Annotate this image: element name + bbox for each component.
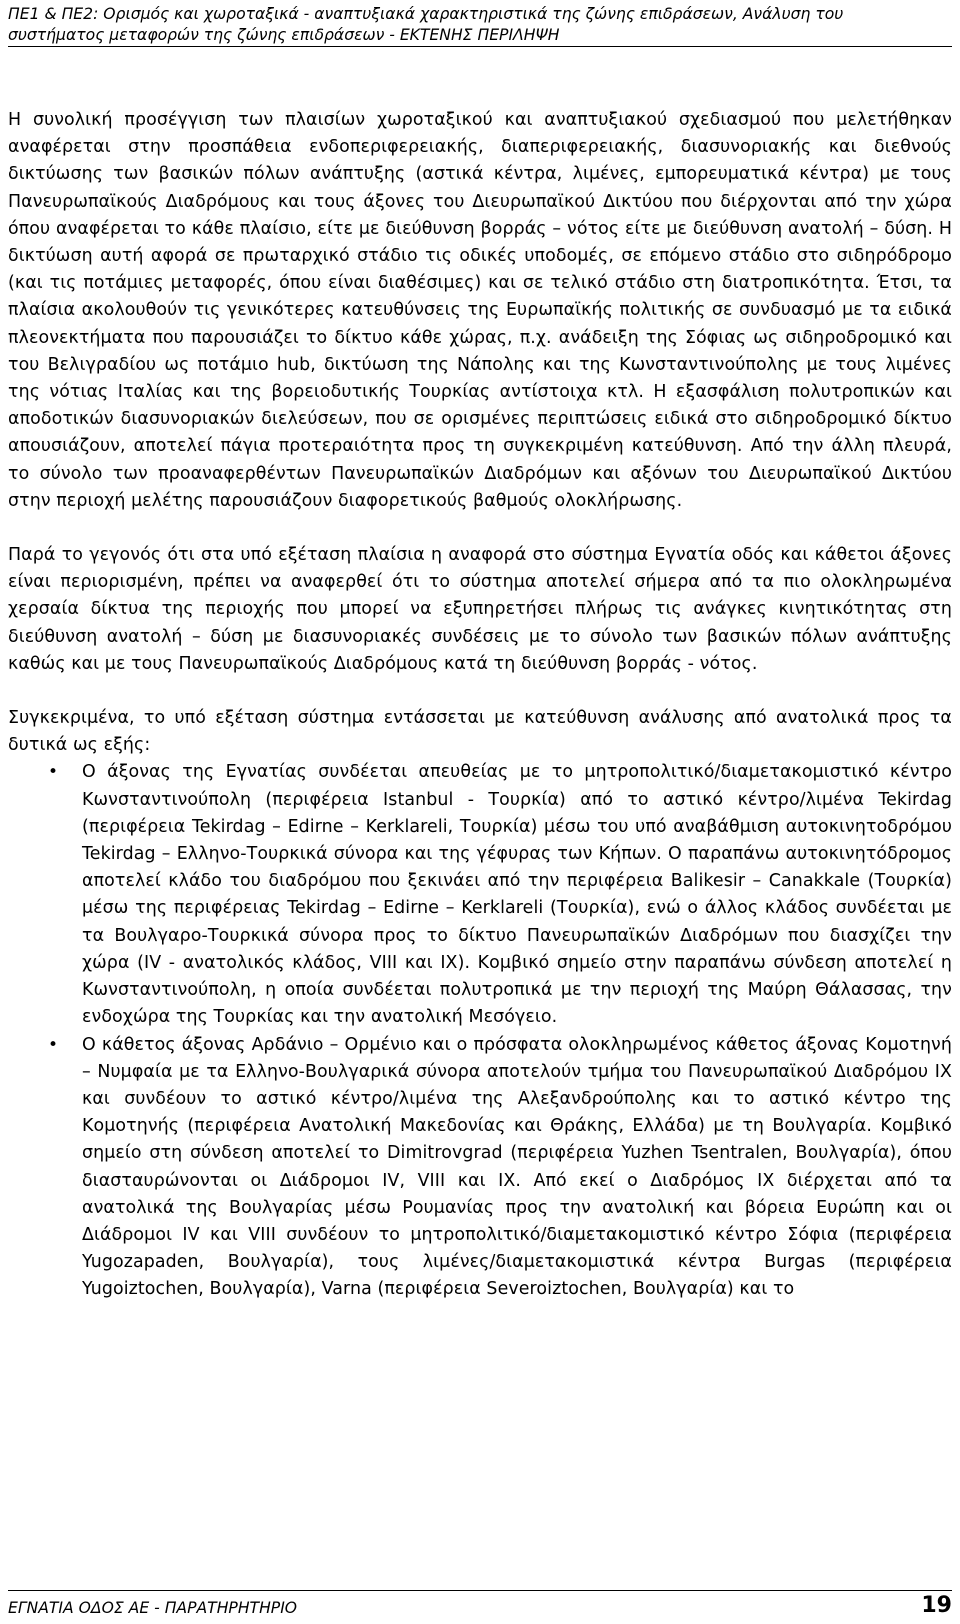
bullet-icon: • — [48, 1034, 59, 1055]
list-item — [8, 1032, 952, 1304]
header-line-1: ΠΕ1 & ΠΕ2: Ορισμός και χωροταξικά - αναπτυξιακά χαρακτηριστικά της ζώνης επιδράσεων, Ανάλυση του — [8, 5, 844, 23]
paragraph-2: Παρά το γεγονός ότι στα υπό εξέταση πλαίσια η αναφορά στο σύστημα Εγνατία οδός και κάθετοι άξονες είναι περιορισμένη, πρέπει να αναφερθεί ότι το σύστημα αποτελεί σήμερα από τα πιο ολοκληρωμένα χερσαία δίκτυα της περιοχής που μπορεί να εξυπηρετήσει πλήρως τις ανάγκες κινητικότητας στη διεύθυνση ανατολή – δύση με διασυνοριακές συνδέσεις με το σύνολο των βασικών πόλων ανάπτυξης καθώς και με τους Πανευρωπαϊκούς Διαδρόμους κατά τη διεύθυνση βορράς - νότος. — [8, 545, 952, 674]
list-intro: Συγκεκριμένα, το υπό εξέταση σύστημα εντάσσεται με κατεύθυνση ανάλυσης από ανατολικά προς τα δυτικά ως εξής: — [8, 708, 952, 756]
header-line-2: συστήματος μεταφορών της ζώνης επιδράσεων - ΕΚΤΕΝΗΣ ΠΕΡΙΛΗΨΗ — [8, 26, 560, 44]
page-header — [8, 4, 952, 46]
document-body — [8, 107, 952, 1304]
list-item — [8, 759, 952, 1031]
footer-organization: ΕΓΝΑΤΙΑ ΟΔΟΣ ΑΕ - ΠΑΡΑΤΗΡΗΤΗΡΙΟ — [8, 1599, 298, 1617]
list-item-text: Ο κάθετος άξονας Αρδάνιο – Ορμένιο και ο πρόσφατα ολοκληρωμένος κάθετος άξονας Κομοτηνή – Νυμφαία με τα Ελληνο-Βουλγαρικά σύνορα αποτελούν τμήμα του Πανευρωπαϊκού Διαδρόμου IX και συνδέουν το αστικό κέντρο/λιμένα της Αλεξανδρούπολης και το αστικό κέντρο της Κομοτηνής (περιφέρεια Ανατολική Μακεδονίας και Θράκης, Ελλάδα) με τη Βουλγαρία. Κομβικό σημείο στη σύνδεση αποτελεί το Dimitrovgrad (περιφέρεια Yuzhen Tsentralen, Βουλγαρία), όπου διασταυρώνονται οι Διάδρομοι IV, VIII και IX. Από εκεί ο Διαδρόμος IX διέρχεται από τα ανατολικά της Βουλγαρίας μέσω Ρουμανίας προς την ανατολική και βόρεια Ευρώπη και οι Διάδρομοι IV και VIII συνδέουν το μητροπολιτικό/διαμετακομιστικό κέντρο Σόφια (περιφέρεια Yugozapaden, Βουλγαρία), τους λιμένες/διαμετακομιστικά κέντρα Burgas (περιφέρεια Yugoiztochen, Βουλγαρία), Varna (περιφέρεια Severoiztochen, Βουλγαρία) και το — [82, 1034, 952, 1300]
bullet-list — [8, 759, 952, 1303]
bullet-icon: • — [48, 762, 59, 783]
paragraph-1: Η συνολική προσέγγιση των πλαισίων χωροταξικού και αναπτυξιακού σχεδιασμού που μελετήθηκαν αναφέρεται στην προσπάθεια ενδοπεριφερειακής, διαπεριφερειακής, διασυνοριακής και διεθνούς δικτύωσης των βασικών πόλων ανάπτυξης (αστικά κέντρα, λιμένες, εμπορευματικά κέντρα) με τους Πανευρωπαϊκούς Διαδρόμους και τους άξονες του Διευρωπαϊκού Δικτύου που διέρχονται από την χώρα όπου αναφέρεται το κάθε πλαίσιο, είτε με διεύθυνση βορράς – νότος είτε με διεύθυνση ανατολή – δύση. Η δικτύωση αυτή αφορά σε πρωταρχικό στάδιο τις οδικές υποδομές, σε επόμενο στάδιο στο σιδηρόδρομο (και τις ποτάμιες μεταφορές, όπου είναι διαθέσιμες) και σε τελικό στάδιο στη διατροπικότητα. Έτσι, τα πλαίσια ακολουθούν τις γενικότερες κατευθύνσεις της Ευρωπαϊκής πολιτικής σε συνδυασμό με τα ειδικά πλεονεκτήματα που παρουσιάζει το δίκτυο κάθε χώρας, π.χ. ανάδειξη της Σόφιας ως σιδηροδρομικό και του Βελιγραδίου ως ποτάμιο hub, δικτύωση της Νάπολης και της Κωνσταντινούπολης με τους λιμένες της νότιας Ιταλίας και της βορειοδυτικής Τουρκίας αντίστοιχα κτλ. Η εξασφάλιση πολυτροπικών και αποδοτικών διασυνοριακών διελεύσεων, που σε ορισμένες περιπτώσεις ειδικά στο σιδηροδρομικό δίκτυο απουσιάζουν, αποτελεί πάγια προτεραιότητα προς τη συγκεκριμένη κατεύθυνση. Από την άλλη πλευρά, το σύνολο των προαναφερθέντων Πανευρωπαϊκών Διαδρόμων και αξόνων του Διευρωπαϊκού Δικτύου στην περιοχή μελέτης παρουσιάζουν διαφορετικούς βαθμούς ολοκλήρωσης. — [8, 110, 952, 511]
list-item-text: Ο άξονας της Εγνατίας συνδέεται απευθείας με το μητροπολιτικό/διαμετακομιστικό κέντρο Κωνσταντινούπολη (περιφέρεια Istanbul - Τουρκία) από το αστικό κέντρο/λιμένα Tekirdag (περιφέρεια Tekirdag – Edirne – Kerklareli, Τουρκία) μέσω του υπό αναβάθμιση αυτοκινητοδρόμου Tekirdag – Ελληνο-Τουρκικά σύνορα και της γέφυρας των Κήπων. Ο παραπάνω αυτοκινητόδρομος αποτελεί κλάδο του διαδρόμου που ξεκινάει από την περιφέρεια Balikesir – Canakkale (Τουρκία) μέσω της περιφέρειας Tekirdag – Edirne – Kerklareli (Τουρκία), ενώ ο άλλος κλάδος συνδέεται με τα Βουλγαρο-Τουρκικά σύνορα προς το δίκτυο Πανευρωπαϊκών Διαδρόμων που διασχίζει την χώρα (IV - ανατολικός κλάδος, VIII και IX). Κομβικό σημείο στην παραπάνω σύνδεση αποτελεί η Κωνσταντινούπολη, η οποία συνδέεται πολυτροπικά με την περιοχή της Μαύρη Θάλασσας, την ενδοχώρα της Τουρκίας και την ανατολική Μεσόγειο. — [82, 762, 952, 1028]
header-divider — [8, 46, 952, 47]
page-footer — [8, 1594, 952, 1620]
page-number: 19 — [921, 1593, 952, 1618]
footer-divider — [8, 1590, 952, 1591]
